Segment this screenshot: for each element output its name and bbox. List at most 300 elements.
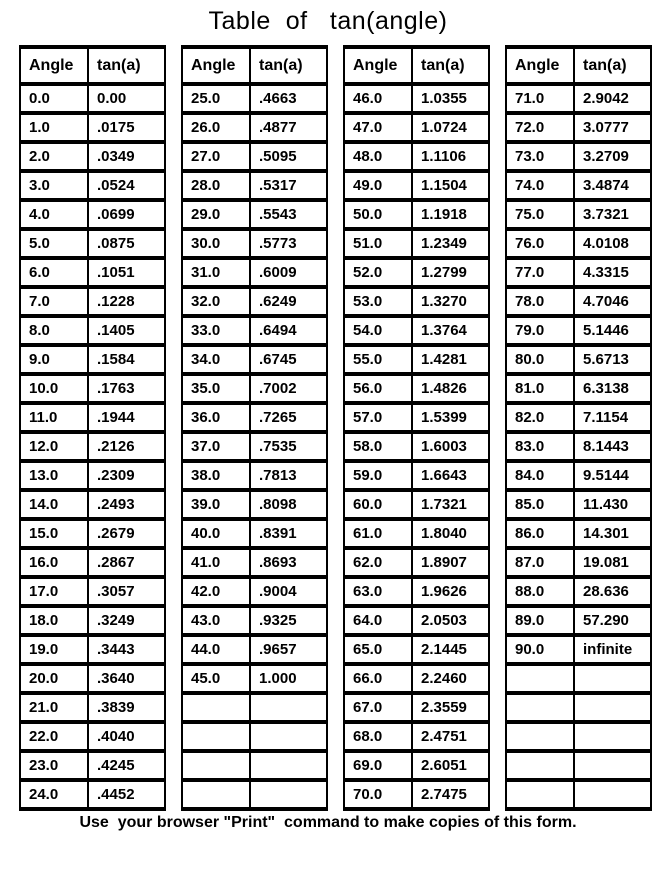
tan-cell: 1.2799: [412, 258, 489, 287]
angle-cell: 55.0: [344, 345, 412, 374]
tan-cell: 4.7046: [574, 287, 651, 316]
table-row: [506, 113, 651, 142]
table-row: [182, 374, 327, 403]
tan-cell: 2.4751: [412, 722, 489, 751]
tan-cell: .5095: [250, 142, 327, 171]
angle-cell: 26.0: [182, 113, 250, 142]
table-row: [20, 287, 165, 316]
angle-cell: 34.0: [182, 345, 250, 374]
angle-cell: 13.0: [20, 461, 88, 490]
tan-cell: .9004: [250, 577, 327, 606]
tan-cell: [574, 693, 651, 722]
tan-table-46-70: [343, 45, 490, 811]
angle-cell: 57.0: [344, 403, 412, 432]
angle-cell: 22.0: [20, 722, 88, 751]
tan-cell: .3640: [88, 664, 165, 693]
table-row: [182, 287, 327, 316]
angle-cell: 87.0: [506, 548, 574, 577]
table-row: [20, 519, 165, 548]
tan-cell: .1584: [88, 345, 165, 374]
table-row: [182, 113, 327, 142]
table-row: [506, 345, 651, 374]
table-row: [20, 84, 165, 113]
table-row: [182, 722, 327, 751]
table-row: [344, 606, 489, 635]
table-row: [506, 519, 651, 548]
table-row: [182, 577, 327, 606]
table-row: [182, 432, 327, 461]
table-row: [344, 490, 489, 519]
angle-cell: 44.0: [182, 635, 250, 664]
table-row: [344, 229, 489, 258]
angle-cell: 38.0: [182, 461, 250, 490]
tan-cell: 1.7321: [412, 490, 489, 519]
tan-cell: .3839: [88, 693, 165, 722]
angle-cell: 42.0: [182, 577, 250, 606]
table-row: [344, 461, 489, 490]
tan-cell: 1.3764: [412, 316, 489, 345]
table-row: [182, 142, 327, 171]
tan-cell: 1.0355: [412, 84, 489, 113]
angle-cell: [506, 693, 574, 722]
angle-cell: 19.0: [20, 635, 88, 664]
table-row: [344, 780, 489, 809]
tan-cell: .8098: [250, 490, 327, 519]
table-row: [182, 171, 327, 200]
tan-column-header: tan(a): [250, 47, 327, 84]
table-row: [182, 461, 327, 490]
angle-cell: [182, 780, 250, 809]
tan-cell: 2.6051: [412, 751, 489, 780]
angle-cell: 69.0: [344, 751, 412, 780]
angle-cell: 15.0: [20, 519, 88, 548]
tan-cell: 2.0503: [412, 606, 489, 635]
tan-cell: infinite: [574, 635, 651, 664]
angle-cell: 16.0: [20, 548, 88, 577]
tan-cell: 1.3270: [412, 287, 489, 316]
table-row: [182, 229, 327, 258]
header-row: [344, 47, 489, 84]
header-row: [20, 47, 165, 84]
table-row: [506, 722, 651, 751]
table-row: [344, 722, 489, 751]
tan-cell: [250, 722, 327, 751]
tan-cell: 6.3138: [574, 374, 651, 403]
tan-cell: .1051: [88, 258, 165, 287]
tan-cell: 2.2460: [412, 664, 489, 693]
tan-cell: 14.301: [574, 519, 651, 548]
angle-cell: 7.0: [20, 287, 88, 316]
table-row: [344, 548, 489, 577]
table-row: [344, 664, 489, 693]
angle-column-header: Angle: [344, 47, 412, 84]
table-row: [20, 635, 165, 664]
angle-cell: [182, 722, 250, 751]
table-row: [344, 635, 489, 664]
angle-cell: 52.0: [344, 258, 412, 287]
angle-cell: 51.0: [344, 229, 412, 258]
tan-cell: 3.2709: [574, 142, 651, 171]
tan-cell: .9657: [250, 635, 327, 664]
angle-cell: 66.0: [344, 664, 412, 693]
angle-cell: [182, 751, 250, 780]
angle-cell: 58.0: [344, 432, 412, 461]
angle-cell: 45.0: [182, 664, 250, 693]
angle-cell: 75.0: [506, 200, 574, 229]
table-row: [20, 577, 165, 606]
angle-cell: 31.0: [182, 258, 250, 287]
tan-cell: [574, 664, 651, 693]
tan-cell: 2.7475: [412, 780, 489, 809]
table-row: [20, 171, 165, 200]
table-row: [182, 751, 327, 780]
table-row: [182, 519, 327, 548]
table-row: [182, 403, 327, 432]
tan-cell: .4452: [88, 780, 165, 809]
angle-cell: 40.0: [182, 519, 250, 548]
angle-cell: 79.0: [506, 316, 574, 345]
tan-column-header: tan(a): [574, 47, 651, 84]
angle-cell: 80.0: [506, 345, 574, 374]
table-row: [344, 258, 489, 287]
table-row: [20, 780, 165, 809]
tan-cell: 5.6713: [574, 345, 651, 374]
table-row: [20, 258, 165, 287]
angle-cell: 4.0: [20, 200, 88, 229]
tan-cell: .4663: [250, 84, 327, 113]
angle-cell: 78.0: [506, 287, 574, 316]
angle-cell: 30.0: [182, 229, 250, 258]
table-row: [182, 548, 327, 577]
table-row: [182, 635, 327, 664]
tan-column-header: tan(a): [88, 47, 165, 84]
table-row: [344, 171, 489, 200]
angle-cell: 28.0: [182, 171, 250, 200]
angle-cell: 90.0: [506, 635, 574, 664]
tan-cell: .1763: [88, 374, 165, 403]
tan-cell: [574, 722, 651, 751]
tan-cell: 1.0724: [412, 113, 489, 142]
angle-cell: 59.0: [344, 461, 412, 490]
table-row: [506, 606, 651, 635]
angle-cell: 1.0: [20, 113, 88, 142]
angle-cell: 74.0: [506, 171, 574, 200]
tan-cell: .4877: [250, 113, 327, 142]
tan-cell: 19.081: [574, 548, 651, 577]
table-row: [182, 780, 327, 809]
tan-cell: .2867: [88, 548, 165, 577]
tan-cell: 1.6643: [412, 461, 489, 490]
tan-cell: .5543: [250, 200, 327, 229]
table-row: [20, 345, 165, 374]
tan-cell: .5773: [250, 229, 327, 258]
tan-table-0-24: [19, 45, 166, 811]
tan-cell: 3.7321: [574, 200, 651, 229]
angle-cell: 56.0: [344, 374, 412, 403]
angle-cell: 24.0: [20, 780, 88, 809]
tan-cell: .4040: [88, 722, 165, 751]
tan-cell: 1.8907: [412, 548, 489, 577]
table-row: [344, 200, 489, 229]
angle-cell: 85.0: [506, 490, 574, 519]
table-row: [20, 229, 165, 258]
angle-cell: 12.0: [20, 432, 88, 461]
table-row: [506, 403, 651, 432]
table-row: [344, 84, 489, 113]
angle-cell: [506, 751, 574, 780]
angle-column-header: Angle: [20, 47, 88, 84]
table-row: [344, 519, 489, 548]
table-row: [506, 780, 651, 809]
table-row: [20, 693, 165, 722]
angle-cell: 89.0: [506, 606, 574, 635]
tan-cell: 28.636: [574, 577, 651, 606]
tan-cell: 2.3559: [412, 693, 489, 722]
table-row: [506, 316, 651, 345]
angle-cell: 73.0: [506, 142, 574, 171]
tan-cell: 3.0777: [574, 113, 651, 142]
angle-cell: 67.0: [344, 693, 412, 722]
angle-cell: [506, 722, 574, 751]
table-row: [506, 490, 651, 519]
angle-cell: [182, 693, 250, 722]
angle-cell: 5.0: [20, 229, 88, 258]
angle-cell: 82.0: [506, 403, 574, 432]
table-row: [506, 258, 651, 287]
tan-cell: .2309: [88, 461, 165, 490]
tan-cell: .0699: [88, 200, 165, 229]
table-row: [20, 200, 165, 229]
table-row: [506, 171, 651, 200]
tan-cell: 11.430: [574, 490, 651, 519]
table-row: [506, 287, 651, 316]
table-row: [20, 142, 165, 171]
table-row: [20, 403, 165, 432]
table-row: [506, 635, 651, 664]
header-row: [182, 47, 327, 84]
table-row: [20, 490, 165, 519]
angle-cell: 83.0: [506, 432, 574, 461]
tan-cell: 7.1154: [574, 403, 651, 432]
tan-cell: .8391: [250, 519, 327, 548]
tan-cell: 2.1445: [412, 635, 489, 664]
tan-cell: .0349: [88, 142, 165, 171]
tan-cell: .6494: [250, 316, 327, 345]
tan-cell: .6249: [250, 287, 327, 316]
angle-cell: 77.0: [506, 258, 574, 287]
tan-cell: .2679: [88, 519, 165, 548]
angle-cell: 86.0: [506, 519, 574, 548]
table-row: [344, 432, 489, 461]
table-row: [344, 374, 489, 403]
angle-column-header: Angle: [506, 47, 574, 84]
angle-cell: 41.0: [182, 548, 250, 577]
table-row: [182, 490, 327, 519]
table-row: [182, 606, 327, 635]
table-row: [20, 461, 165, 490]
tan-cell: 1.5399: [412, 403, 489, 432]
table-row: [506, 548, 651, 577]
tan-cell: 1.1918: [412, 200, 489, 229]
angle-cell: [506, 664, 574, 693]
table-row: [182, 316, 327, 345]
angle-cell: 48.0: [344, 142, 412, 171]
angle-column-header: Angle: [182, 47, 250, 84]
tan-cell: .0175: [88, 113, 165, 142]
tan-cell: .9325: [250, 606, 327, 635]
angle-cell: 43.0: [182, 606, 250, 635]
angle-cell: 72.0: [506, 113, 574, 142]
tan-cell: 0.00: [88, 84, 165, 113]
table-row: [344, 287, 489, 316]
tan-column-header: tan(a): [412, 47, 489, 84]
angle-cell: 63.0: [344, 577, 412, 606]
tan-cell: .8693: [250, 548, 327, 577]
tan-cell: 1.9626: [412, 577, 489, 606]
angle-cell: 37.0: [182, 432, 250, 461]
tan-cell: 1.8040: [412, 519, 489, 548]
tan-cell: 57.290: [574, 606, 651, 635]
tan-cell: 3.4874: [574, 171, 651, 200]
table-row: [344, 345, 489, 374]
table-row: [506, 229, 651, 258]
table-row: [20, 113, 165, 142]
tan-cell: .0524: [88, 171, 165, 200]
angle-cell: 68.0: [344, 722, 412, 751]
angle-cell: 27.0: [182, 142, 250, 171]
angle-cell: 88.0: [506, 577, 574, 606]
angle-cell: 18.0: [20, 606, 88, 635]
table-row: [20, 722, 165, 751]
angle-cell: 46.0: [344, 84, 412, 113]
table-row: [182, 664, 327, 693]
tan-cell: 1.4281: [412, 345, 489, 374]
angle-cell: 36.0: [182, 403, 250, 432]
table-row: [20, 664, 165, 693]
table-row: [344, 403, 489, 432]
tan-cell: 1.2349: [412, 229, 489, 258]
tan-cell: 8.1443: [574, 432, 651, 461]
tan-cell: [250, 693, 327, 722]
angle-cell: 49.0: [344, 171, 412, 200]
angle-cell: 35.0: [182, 374, 250, 403]
tan-cell: .6745: [250, 345, 327, 374]
page-title: Table of tan(angle): [208, 7, 448, 35]
angle-cell: 14.0: [20, 490, 88, 519]
angle-cell: 76.0: [506, 229, 574, 258]
tan-cell: .1405: [88, 316, 165, 345]
angle-cell: 9.0: [20, 345, 88, 374]
tan-cell: 5.1446: [574, 316, 651, 345]
tan-cell: .6009: [250, 258, 327, 287]
table-row: [506, 432, 651, 461]
angle-cell: 6.0: [20, 258, 88, 287]
tan-cell: [574, 780, 651, 809]
tan-cell: .3443: [88, 635, 165, 664]
tan-cell: .7265: [250, 403, 327, 432]
table-row: [20, 316, 165, 345]
angle-cell: 39.0: [182, 490, 250, 519]
angle-cell: 10.0: [20, 374, 88, 403]
angle-cell: 70.0: [344, 780, 412, 809]
tan-cell: 4.3315: [574, 258, 651, 287]
angle-cell: 64.0: [344, 606, 412, 635]
tan-cell: .3057: [88, 577, 165, 606]
table-row: [182, 258, 327, 287]
tan-cell: [250, 751, 327, 780]
table-row: [506, 374, 651, 403]
tan-cell: 4.0108: [574, 229, 651, 258]
table-row: [182, 200, 327, 229]
angle-cell: 20.0: [20, 664, 88, 693]
header-row: [506, 47, 651, 84]
table-row: [344, 316, 489, 345]
table-row: [20, 606, 165, 635]
tan-cell: .3249: [88, 606, 165, 635]
tan-cell: .7813: [250, 461, 327, 490]
angle-cell: 81.0: [506, 374, 574, 403]
tan-cell: .1944: [88, 403, 165, 432]
tan-cell: [574, 751, 651, 780]
table-row: [344, 113, 489, 142]
tan-cell: .7002: [250, 374, 327, 403]
tan-cell: .4245: [88, 751, 165, 780]
tan-table-71-90: [505, 45, 652, 811]
tan-cell: .1228: [88, 287, 165, 316]
angle-cell: 54.0: [344, 316, 412, 345]
angle-cell: 50.0: [344, 200, 412, 229]
tan-cell: 1.1106: [412, 142, 489, 171]
table-row: [506, 577, 651, 606]
angle-cell: 33.0: [182, 316, 250, 345]
angle-cell: 2.0: [20, 142, 88, 171]
tan-cell: 1.6003: [412, 432, 489, 461]
angle-cell: 65.0: [344, 635, 412, 664]
angle-cell: 47.0: [344, 113, 412, 142]
angle-cell: 60.0: [344, 490, 412, 519]
angle-cell: 21.0: [20, 693, 88, 722]
table-row: [20, 751, 165, 780]
tan-cell: .7535: [250, 432, 327, 461]
tan-cell: 1.4826: [412, 374, 489, 403]
table-row: [20, 548, 165, 577]
table-row: [506, 461, 651, 490]
table-row: [506, 200, 651, 229]
angle-cell: 71.0: [506, 84, 574, 113]
tan-cell: 1.000: [250, 664, 327, 693]
angle-cell: 8.0: [20, 316, 88, 345]
table-row: [20, 432, 165, 461]
angle-cell: 61.0: [344, 519, 412, 548]
table-row: [506, 664, 651, 693]
angle-cell: 0.0: [20, 84, 88, 113]
angle-cell: 11.0: [20, 403, 88, 432]
tan-table-25-45: [181, 45, 328, 811]
angle-cell: 25.0: [182, 84, 250, 113]
angle-cell: 84.0: [506, 461, 574, 490]
table-row: [182, 693, 327, 722]
table-row: [344, 693, 489, 722]
tan-cell: 9.5144: [574, 461, 651, 490]
angle-cell: 53.0: [344, 287, 412, 316]
tan-cell: .0875: [88, 229, 165, 258]
table-row: [506, 693, 651, 722]
tan-cell: .2493: [88, 490, 165, 519]
table-row: [20, 374, 165, 403]
angle-cell: [506, 780, 574, 809]
table-row: [344, 142, 489, 171]
tan-cell: 1.1504: [412, 171, 489, 200]
